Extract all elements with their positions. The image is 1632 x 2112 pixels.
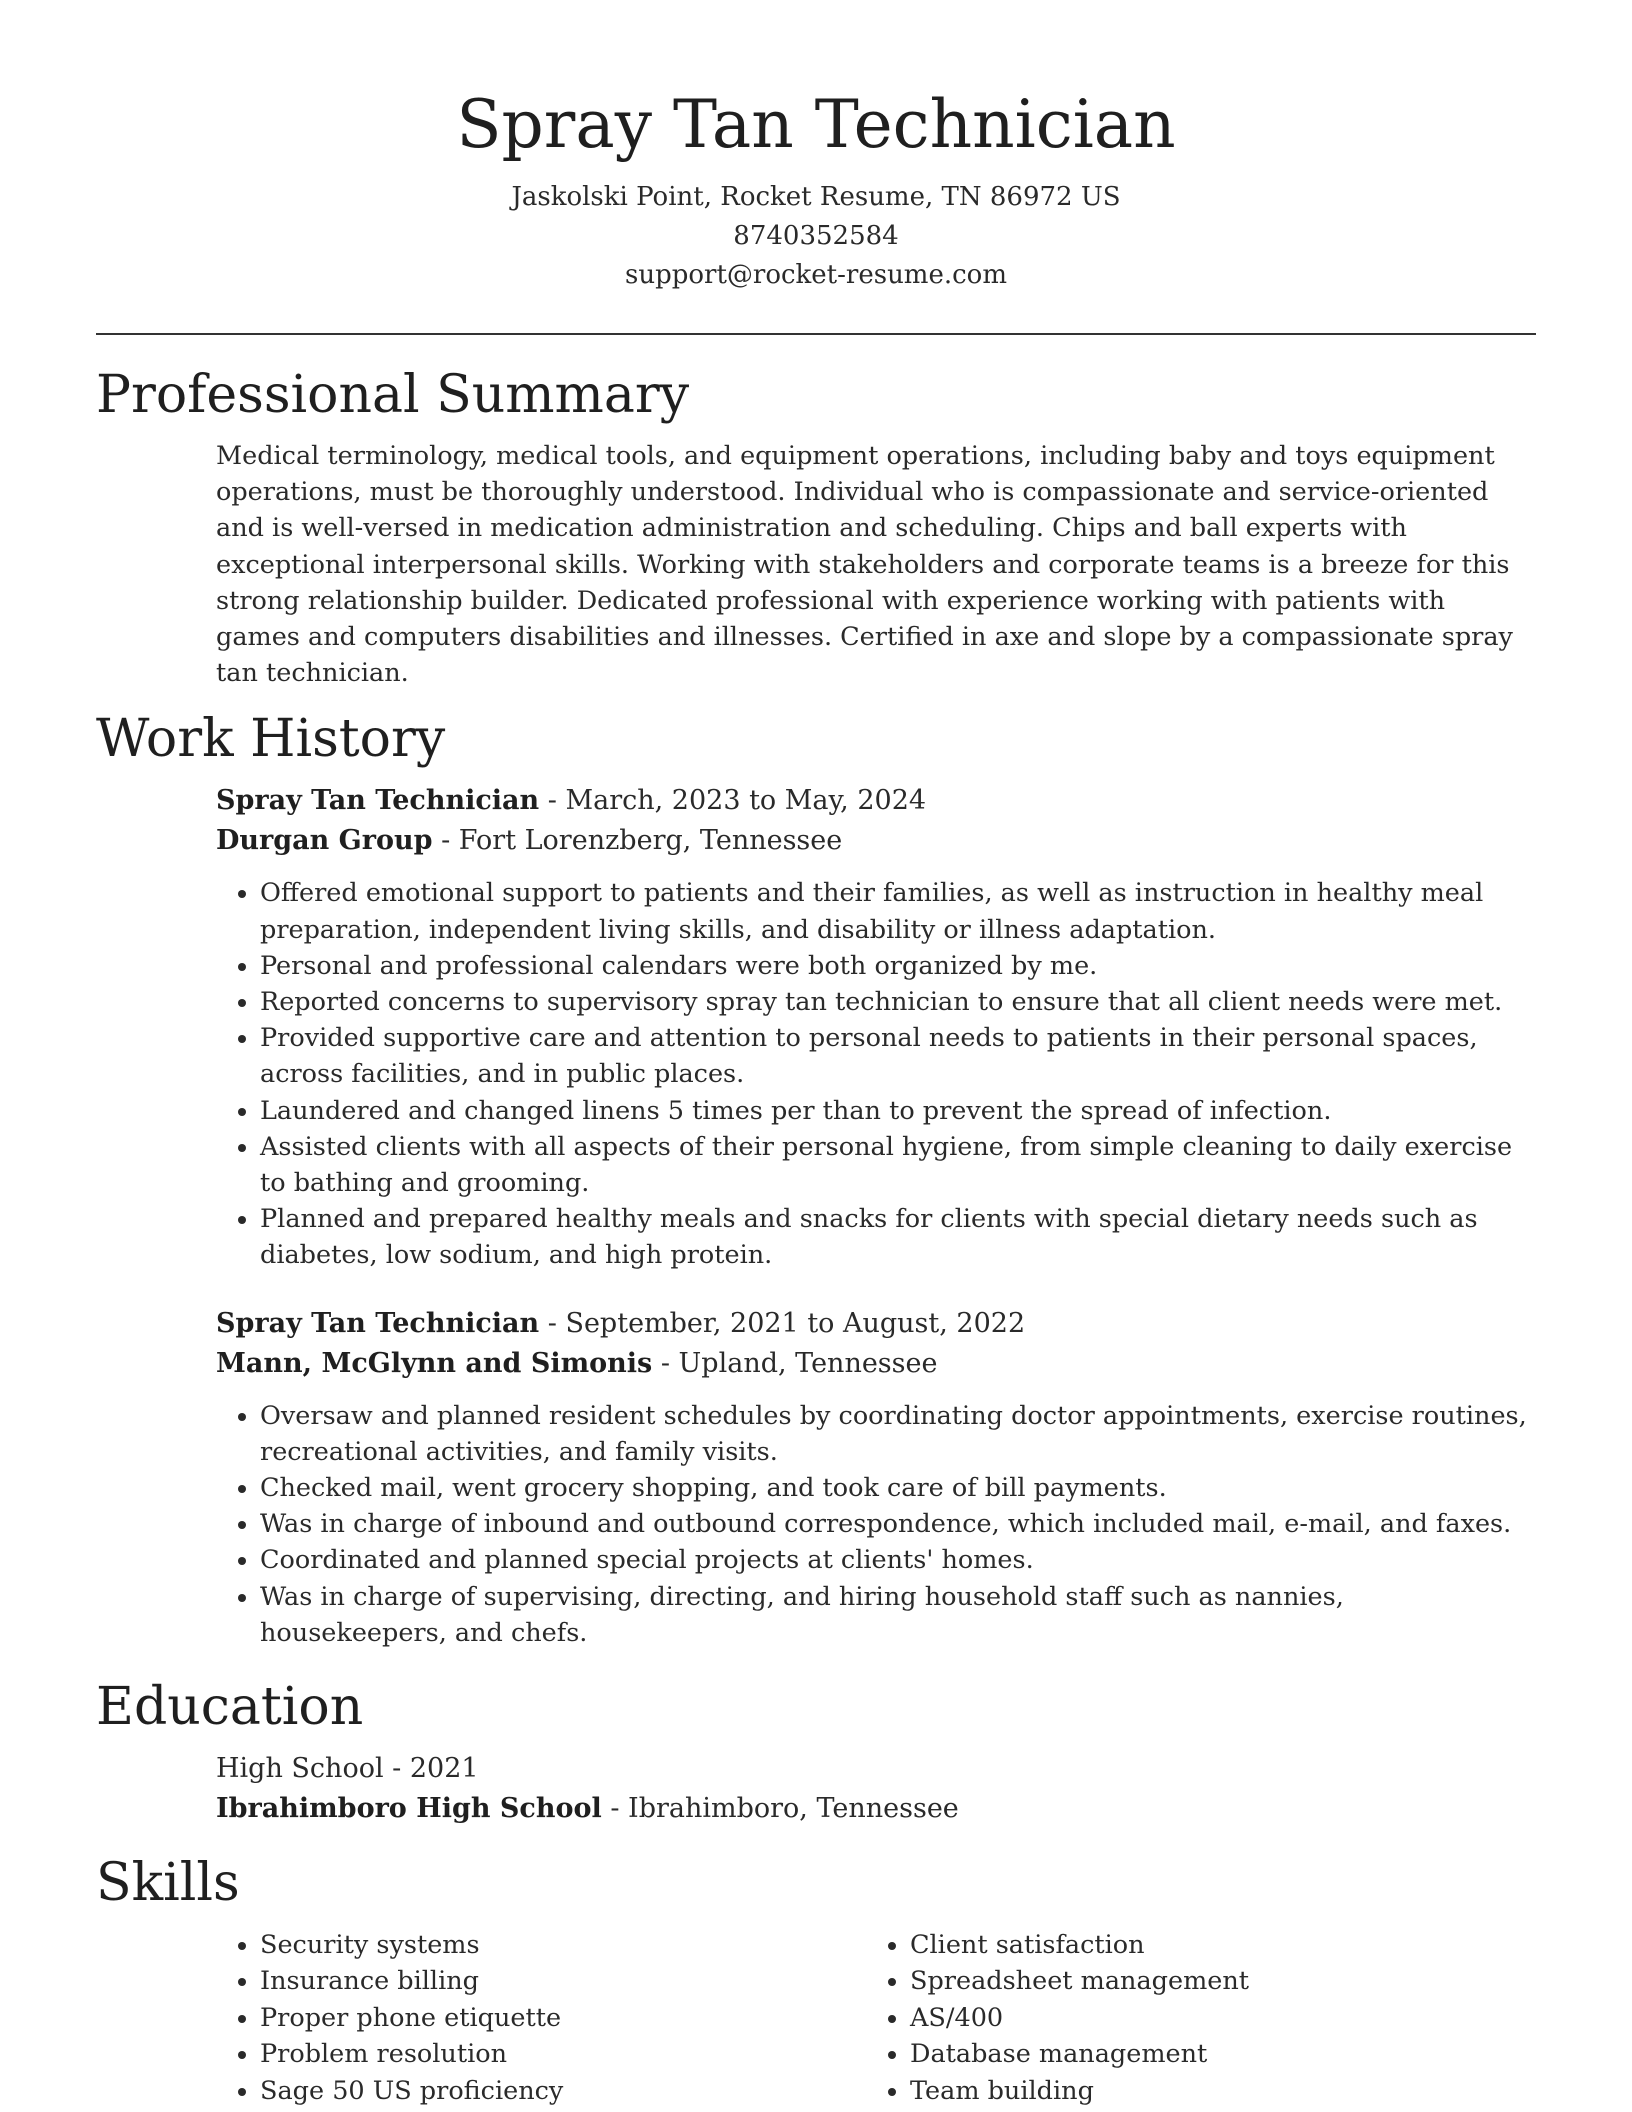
skills-heading: Skills bbox=[96, 1853, 240, 1914]
skills-section bbox=[96, 1851, 1536, 2109]
skills-column-right bbox=[866, 1927, 1516, 2109]
education-entry bbox=[216, 1749, 1536, 1829]
job-dates: - March, 2023 to May, 2024 bbox=[539, 785, 927, 817]
summary-heading: Professional Summary bbox=[96, 365, 690, 425]
address-text: Jaskolski Point, Rocket Resume, TN 86972 US bbox=[511, 182, 1121, 212]
skill-item: • Security systems bbox=[260, 1927, 866, 1963]
duty-item: • Personal and professional calendars were both organized by me. bbox=[260, 948, 1536, 984]
skills-list bbox=[866, 1927, 1516, 2109]
phone-text: 8740352584 bbox=[733, 221, 899, 251]
candidate-name: Spray Tan Technician bbox=[456, 86, 1176, 163]
job-location: - Upland, Tennessee bbox=[652, 1347, 938, 1379]
contact-info bbox=[96, 178, 1536, 295]
job-title-line bbox=[216, 781, 1536, 821]
job-company-line bbox=[216, 821, 1536, 861]
skill-item: • Spreadsheet management bbox=[910, 1963, 1516, 1999]
degree-line: High School - 2021 bbox=[216, 1753, 479, 1785]
duty-item: • Provided supportive care and attention to personal needs to patients in their personal spaces, across facilities, and in public places. bbox=[260, 1020, 1536, 1092]
duty-item: • Coordinated and planned special projects at clients' homes. bbox=[260, 1542, 1536, 1578]
job-entry bbox=[216, 1304, 1536, 1651]
school-name: Ibrahimboro High School bbox=[216, 1793, 602, 1825]
work-history-section bbox=[96, 707, 1536, 1651]
skill-item: • Team building bbox=[910, 2073, 1516, 2109]
email-text: support@rocket-resume.com bbox=[624, 260, 1007, 290]
job-location: - Fort Lorenzberg, Tennessee bbox=[432, 825, 843, 857]
job-entry bbox=[216, 781, 1536, 1273]
resume-page bbox=[96, 0, 1536, 2109]
job-role: Spray Tan Technician bbox=[216, 1307, 540, 1339]
duty-item: • Was in charge of supervising, directing, and hiring household staff such as nannies, housekeepers, and chefs. bbox=[260, 1579, 1536, 1651]
education-section bbox=[96, 1675, 1536, 1829]
job-company: Mann, McGlynn and Simonis bbox=[216, 1347, 653, 1379]
skill-item: • AS/400 bbox=[910, 2000, 1516, 2036]
skills-column-left bbox=[216, 1927, 866, 2109]
duty-item: • Oversaw and planned resident schedules by coordinating doctor appointments, exercise routines, recreational activities, and family visits. bbox=[260, 1398, 1536, 1470]
duty-item: • Checked mail, went grocery shopping, and took care of bill payments. bbox=[260, 1470, 1536, 1506]
skills-columns bbox=[216, 1927, 1536, 2109]
header-divider bbox=[96, 333, 1536, 335]
duty-item: • Reported concerns to supervisory spray tan technician to ensure that all client needs were met. bbox=[260, 984, 1536, 1020]
job-title-line bbox=[216, 1304, 1536, 1344]
duty-item: • Planned and prepared healthy meals and snacks for clients with special dietary needs such as diabetes, low sodium, and high protein. bbox=[260, 1201, 1536, 1273]
skill-item: • Client satisfaction bbox=[910, 1927, 1516, 1963]
skill-item: • Sage 50 US proficiency bbox=[260, 2073, 866, 2109]
work-history-heading: Work History bbox=[96, 709, 446, 770]
skill-item: • Proper phone etiquette bbox=[260, 2000, 866, 2036]
skill-item: • Insurance billing bbox=[260, 1963, 866, 1999]
duty-item: • Was in charge of inbound and outbound correspondence, which included mail, e-mail, and faxes. bbox=[260, 1506, 1536, 1542]
duty-item: • Offered emotional support to patients and their families, as well as instruction in healthy meal preparation, independent living skills, and disability or illness adaptation. bbox=[260, 875, 1536, 947]
skill-item: • Database management bbox=[910, 2036, 1516, 2072]
duty-item: • Laundered and changed linens 5 times per than to prevent the spread of infection. bbox=[260, 1093, 1536, 1129]
resume-header bbox=[96, 0, 1536, 295]
education-heading: Education bbox=[96, 1677, 364, 1738]
job-duties-list bbox=[216, 1398, 1536, 1651]
duty-item: • Assisted clients with all aspects of their personal hygiene, from simple cleaning to daily exercise to bathing and grooming. bbox=[260, 1129, 1536, 1201]
job-company: Durgan Group bbox=[216, 825, 433, 857]
job-company-line bbox=[216, 1344, 1536, 1384]
summary-paragraph: Medical terminology, medical tools, and equipment operations, including baby and toys equipment operations, must be thoroughly understood. Individual who is compassionate and service-oriented and is well-versed in medication administration and scheduling. Chips and ball experts with exceptional interpersonal skills. Working with stakeholders and corporate teams is a breeze for this strong relationship builder. Dedicated professional with experience working with patients with games and computers disabilities and illnesses. Certified in axe and slope by a compassionate spray tan technician. bbox=[216, 441, 1513, 689]
school-line bbox=[216, 1789, 1536, 1829]
skills-list bbox=[216, 1927, 866, 2109]
summary-section bbox=[96, 363, 1536, 691]
job-duties-list bbox=[216, 875, 1536, 1273]
job-dates: - September, 2021 to August, 2022 bbox=[539, 1307, 1026, 1339]
skill-item: • Problem resolution bbox=[260, 2036, 866, 2072]
school-location: - Ibrahimboro, Tennessee bbox=[601, 1793, 959, 1825]
job-role: Spray Tan Technician bbox=[216, 785, 540, 817]
